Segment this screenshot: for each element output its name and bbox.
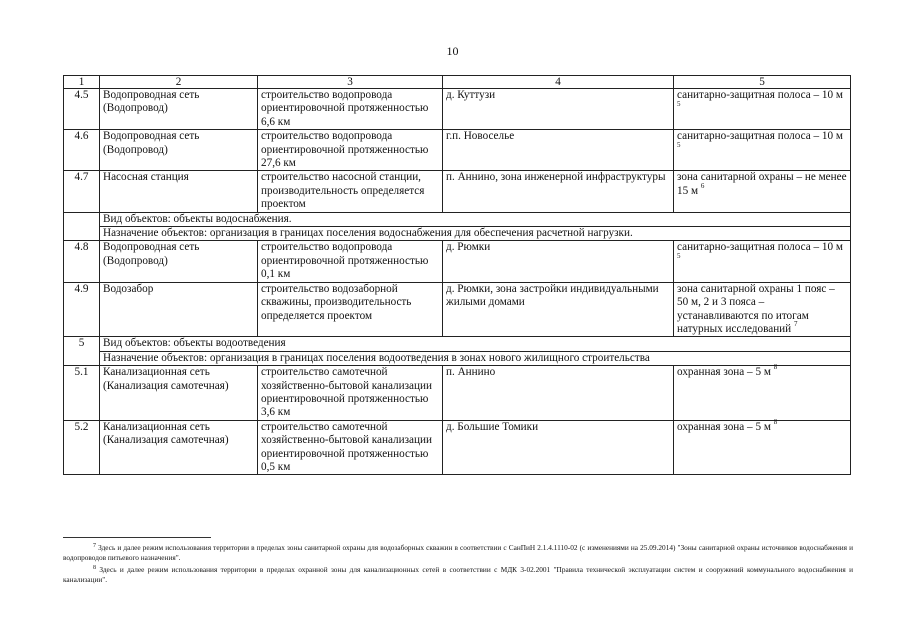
- object-zone: [674, 420, 851, 475]
- footnote: [63, 565, 853, 584]
- object-name: Водопроводная сеть (Водопровод): [100, 89, 258, 130]
- footnote-ref: 7: [793, 320, 798, 329]
- row-number: 5.1: [64, 366, 100, 421]
- section-number: 5: [64, 337, 100, 366]
- object-zone: [674, 363, 851, 421]
- zone-text: санитарно-защитная полоса – 10 м: [677, 130, 843, 143]
- footnote-divider: [63, 537, 211, 538]
- object-location: д. Рюмки: [443, 241, 674, 282]
- header-cell: 3: [258, 76, 443, 89]
- objects-table: [63, 75, 851, 475]
- table-row: [64, 171, 851, 212]
- table-row: [64, 366, 851, 421]
- zone-text: санитарно-защитная полоса – 10 м: [677, 241, 843, 254]
- table-row: [64, 89, 851, 130]
- object-name: Насосная станция: [100, 171, 258, 212]
- header-cell: 4: [443, 76, 674, 89]
- footnote-ref: 6: [700, 182, 705, 191]
- row-number: 4.8: [64, 241, 100, 282]
- row-number: 5.2: [64, 420, 100, 475]
- header-row: [64, 76, 851, 89]
- page-number: 10: [446, 44, 459, 58]
- section-row: [64, 337, 851, 351]
- row-number: 4.9: [64, 282, 100, 337]
- footnote-ref: 8: [773, 363, 778, 372]
- section-number-cell: [64, 212, 100, 241]
- table-row: [64, 420, 851, 475]
- object-name: Канализационная сеть (Канализация самотечная): [100, 420, 258, 475]
- object-location: д. Куттузи: [443, 89, 674, 130]
- table-row: [64, 130, 851, 171]
- object-zone: [674, 171, 851, 212]
- footnote-text: Здесь и далее режим использования территории в пределах охранной зоны для канализационных сетей в соответствии с МДК 3-02.2001 "Правила технической эксплуатации систем и сооружений коммунального водоснабжения и канализации".: [63, 565, 853, 584]
- row-number: 4.5: [64, 89, 100, 130]
- object-activity: строительство насосной станции, производительность определяется проектом: [258, 171, 443, 212]
- footnote-ref: 5: [677, 99, 681, 108]
- row-number: 4.6: [64, 130, 100, 171]
- footnote-text: Здесь и далее режим использования территории в пределах зоны санитарной охраны для водозаборных скважин в соответствии с СанПиН 2.1.4.1110-02 (с изменениями на 25.09.2014) "Зоны санитарной охраны источников водоснабжения и водопроводов питьевого назначения".: [63, 543, 853, 562]
- object-name: Водопроводная сеть (Водопровод): [100, 130, 258, 171]
- object-name: Канализационная сеть (Канализация самотечная): [100, 366, 258, 421]
- object-location: д. Рюмки, зона застройки индивидуальными жилыми домами: [443, 282, 674, 337]
- object-location: г.п. Новоселье: [443, 130, 674, 171]
- object-location: п. Аннино: [443, 366, 674, 421]
- header-cell: 5: [674, 76, 851, 89]
- section-purpose: Назначение объектов: организация в границах поселения водоотведения в зонах нового жилищного строительства: [100, 351, 851, 365]
- object-activity: строительство самотечной хозяйственно-бытовой канализации ориентировочной протяженностью 3,6 км: [258, 366, 443, 421]
- object-zone: [674, 130, 851, 171]
- footnote: [63, 543, 853, 562]
- footnote-ref: 5: [677, 140, 681, 149]
- row-number: 4.7: [64, 171, 100, 212]
- footnote-mark: 8: [93, 564, 96, 571]
- section-type: Вид объектов: объекты водоотведения: [100, 337, 851, 351]
- zone-text: зона санитарной охраны – не менее 15 м: [677, 171, 847, 197]
- zone-text: зона санитарной охраны 1 пояс – 50 м, 2 и 3 пояса – устанавливаются по итогам натурных исследований: [677, 282, 835, 335]
- table-row: [64, 282, 851, 337]
- zone-text: охранная зона – 5 м: [677, 366, 771, 379]
- header-cell: 1: [64, 76, 100, 89]
- section-purpose: Назначение объектов: организация в границах поселения водоснабжения для обеспечения расчетной нагрузки.: [100, 227, 851, 241]
- footnote-ref: 8: [773, 418, 778, 427]
- footnote-ref: 5: [677, 252, 681, 261]
- object-activity: строительство водопровода ориентировочной протяженностью 27,6 км: [258, 130, 443, 171]
- object-zone: [674, 282, 851, 337]
- object-location: д. Большие Томики: [443, 420, 674, 475]
- zone-text: охранная зона – 5 м: [677, 420, 771, 433]
- object-zone: [674, 241, 851, 282]
- object-name: Водозабор: [100, 282, 258, 337]
- zone-text: санитарно-защитная полоса – 10 м: [677, 89, 843, 101]
- section-row: [64, 227, 851, 241]
- section-type: Вид объектов: объекты водоснабжения.: [100, 212, 851, 226]
- footnote-mark: 7: [93, 542, 96, 549]
- object-activity: строительство водозаборной скважины, производительность определяется проектом: [258, 282, 443, 337]
- object-zone: [674, 89, 851, 130]
- table-row: [64, 241, 851, 282]
- object-activity: строительство водопровода ориентировочной протяженностью 0,1 км: [258, 241, 443, 282]
- object-location: п. Аннино, зона инженерной инфраструктуры: [443, 171, 674, 212]
- object-activity: строительство водопровода ориентировочной протяженностью 6,6 км: [258, 89, 443, 130]
- object-name: Водопроводная сеть (Водопровод): [100, 241, 258, 282]
- object-activity: строительство самотечной хозяйственно-бытовой канализации ориентировочной протяженностью 0,5 км: [258, 420, 443, 475]
- section-row: [64, 212, 851, 226]
- header-cell: 2: [100, 76, 258, 89]
- section-row: [64, 351, 851, 365]
